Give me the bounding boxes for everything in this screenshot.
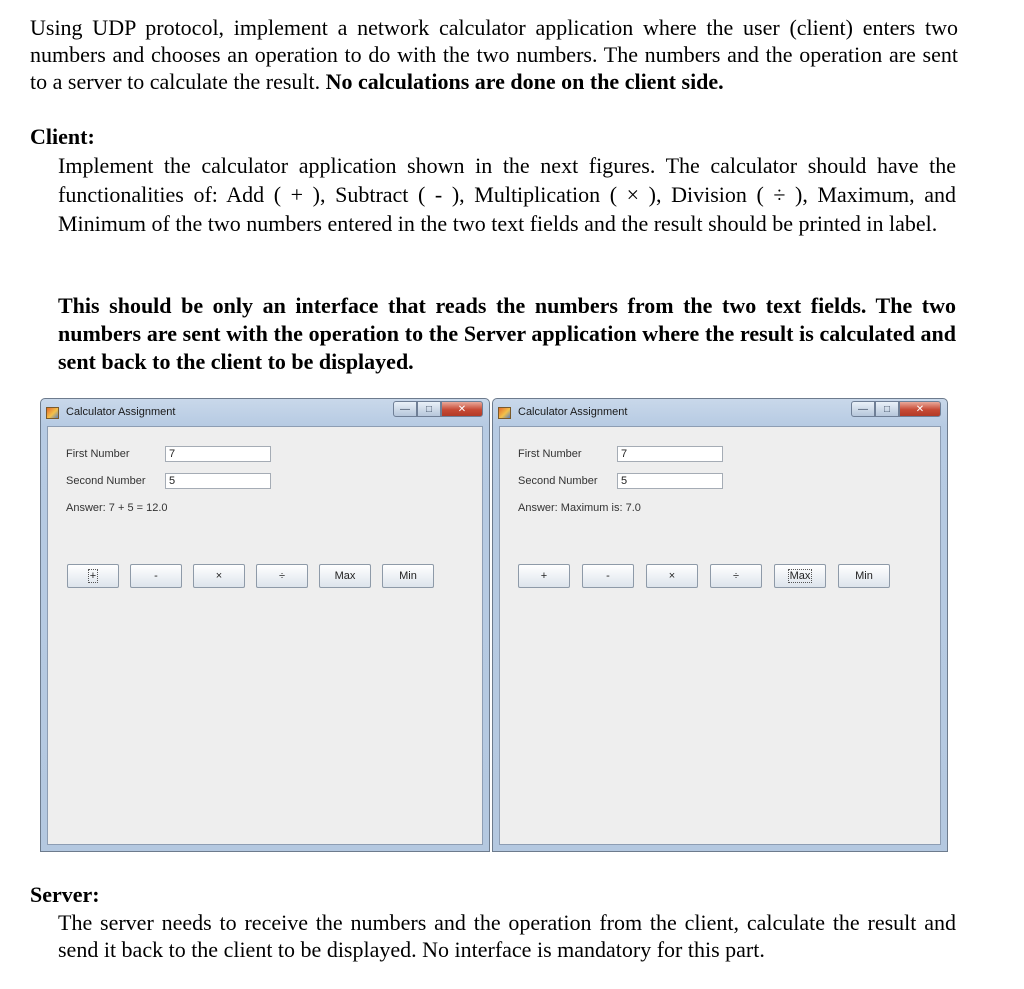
title-bar[interactable] <box>493 399 947 425</box>
first-number-label: First Number <box>66 448 130 460</box>
min-button-label: Min <box>399 570 417 582</box>
subtract-button[interactable] <box>130 564 182 588</box>
min-button[interactable] <box>838 564 890 588</box>
add-button[interactable] <box>67 564 119 588</box>
add-button-label: + <box>89 570 97 582</box>
maximize-icon[interactable]: □ <box>875 401 899 417</box>
second-number-input[interactable]: 5 <box>165 473 271 489</box>
window-title: Calculator Assignment <box>66 406 176 418</box>
second-number-label: Second Number <box>66 475 146 487</box>
add-button[interactable] <box>518 564 570 588</box>
client-note: This should be only an interface that reads the numbers from the two text fields. The two numbers are sent with the operation to the Server application where the result is calculated and sent back to the client to be displayed. <box>58 293 956 374</box>
answer-label: Answer: Maximum is: 7.0 <box>518 502 641 514</box>
first-number-label: First Number <box>518 448 582 460</box>
server-heading: Server: <box>30 882 100 907</box>
min-button-label: Min <box>855 570 873 582</box>
multiply-button[interactable] <box>646 564 698 588</box>
divide-button-label: ÷ <box>732 570 740 582</box>
min-button[interactable] <box>382 564 434 588</box>
divide-button[interactable] <box>256 564 308 588</box>
window-content <box>499 426 941 845</box>
server-description: The server needs to receive the numbers and the operation from the client, calculate the result and send it back to the client to be displayed. No interface is mandatory for this part. <box>58 910 956 962</box>
close-icon[interactable]: ✕ <box>899 401 941 417</box>
window-title: Calculator Assignment <box>518 406 628 418</box>
minimize-icon[interactable]: — <box>393 401 417 417</box>
answer-label: Answer: 7 + 5 = 12.0 <box>66 502 168 514</box>
intro-text: Using UDP protocol, implement a network calculator application where the user (client) enters two numbers and chooses an operation to do with the two numbers. The numbers and the operation are sent to a server to calculate the result. <box>30 15 958 94</box>
title-bar[interactable] <box>41 399 489 425</box>
divide-button[interactable] <box>710 564 762 588</box>
maximize-icon[interactable]: □ <box>417 401 441 417</box>
intro-bold-text: No calculations are done on the client side. <box>325 69 724 94</box>
add-button-label: + <box>540 570 548 582</box>
client-description: Implement the calculator application shown in the next figures. The calculator should have the functionalities of: Add ( + ), Subtract ( - ), Multiplication ( × ), Division ( ÷ ), Maximum, and Minimum of the two numbers entered in the two text fields and the result should be printed in label. <box>58 153 956 236</box>
minimize-icon[interactable]: — <box>851 401 875 417</box>
divide-button-label: ÷ <box>278 570 286 582</box>
multiply-button-label: × <box>668 570 676 582</box>
max-button-label: Max <box>334 570 356 582</box>
subtract-button[interactable] <box>582 564 634 588</box>
calculator-window-2 <box>492 398 948 852</box>
java-app-icon <box>498 407 511 419</box>
java-app-icon <box>46 407 59 419</box>
max-button-label: Max <box>789 570 811 582</box>
close-icon[interactable]: ✕ <box>441 401 483 417</box>
first-number-input[interactable]: 7 <box>617 446 723 462</box>
window-content <box>47 426 483 845</box>
max-button[interactable] <box>774 564 826 588</box>
subtract-button-label: - <box>154 570 158 582</box>
first-number-input[interactable]: 7 <box>165 446 271 462</box>
second-number-input[interactable]: 5 <box>617 473 723 489</box>
client-heading: Client: <box>30 124 95 149</box>
multiply-button-label: × <box>215 570 223 582</box>
calculator-window-1 <box>40 398 490 852</box>
intro-paragraph <box>30 14 958 95</box>
subtract-button-label: - <box>606 570 610 582</box>
second-number-label: Second Number <box>518 475 598 487</box>
multiply-button[interactable] <box>193 564 245 588</box>
max-button[interactable] <box>319 564 371 588</box>
